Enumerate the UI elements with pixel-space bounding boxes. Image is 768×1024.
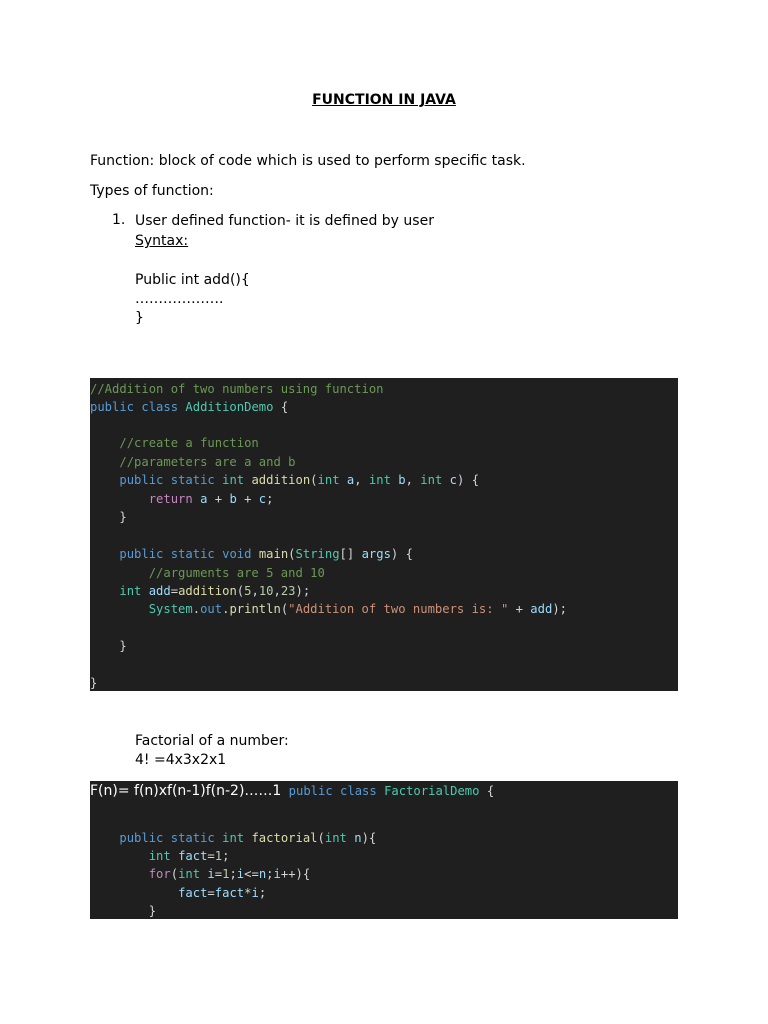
code-block-factorial (90, 781, 678, 919)
code-line: return a + b + c; (148, 492, 274, 506)
code-keyword: static (170, 473, 215, 487)
code-variable: fact (178, 886, 208, 900)
code-comment: //arguments are 5 and 10 (148, 566, 325, 580)
code-punct: } (148, 904, 157, 918)
code-comment: //parameters are a and b (119, 455, 296, 469)
code-variable: a (346, 473, 355, 487)
code-function: println (229, 602, 281, 616)
code-function: factorial (251, 831, 318, 845)
code-variable: add (148, 584, 171, 598)
code-field: out (200, 602, 223, 616)
code-keyword: static (170, 547, 215, 561)
code-type: int (222, 473, 245, 487)
code-type: int (317, 473, 340, 487)
list-number: 1. (112, 212, 126, 228)
code-keyword: for (148, 867, 171, 881)
code-keyword: return (148, 492, 193, 506)
code-line (90, 509, 127, 525)
code-keyword: static (170, 831, 215, 845)
factorial-example: 4! =4x3x2x1 (135, 752, 227, 768)
code-variable: c (449, 473, 457, 487)
code-punct: { (280, 400, 289, 414)
code-variable: args (361, 547, 391, 561)
code-block-addition (90, 378, 678, 691)
types-heading: Types of function: (90, 183, 214, 199)
code-line (90, 454, 295, 470)
code-class-name: FactorialDemo (384, 784, 480, 798)
code-type: System (148, 602, 193, 616)
code-variable: fact (214, 886, 245, 900)
code-variable: b (229, 492, 237, 506)
code-variable: i (251, 886, 259, 900)
code-keyword: void (222, 547, 252, 561)
code-punct: } (119, 639, 127, 653)
definition-text: Function: block of code which is used to perform specific task. (90, 153, 526, 169)
code-number: 23 (280, 584, 296, 598)
code-line: for(int i=1;i<=n;i++){ (148, 867, 311, 881)
code-variable: fact (178, 849, 208, 863)
code-type: String (295, 547, 340, 561)
code-line (90, 565, 325, 581)
code-variable: n (258, 867, 267, 881)
code-type: int (368, 473, 391, 487)
page-title: FUNCTION IN JAVA (312, 92, 456, 108)
code-class-name: AdditionDemo (185, 400, 274, 414)
code-comment: //create a function (119, 436, 259, 450)
code-variable: a (200, 492, 208, 506)
code-line (90, 638, 127, 654)
code-variable: b (398, 473, 406, 487)
code-line: public static void main(String[] args) { (119, 547, 413, 561)
code-punct: { (368, 831, 377, 845)
code-type: int (324, 831, 347, 845)
code-line (90, 675, 97, 691)
factorial-formula: F(n)= f(n)xf(n-1)f(n-2)……1 (90, 783, 282, 799)
code-line (90, 399, 288, 415)
syntax-line-2: ………………. (135, 291, 224, 307)
code-number: 10 (258, 584, 274, 598)
code-function: addition (251, 473, 311, 487)
code-punct: { (486, 784, 495, 798)
code-variable: i (207, 867, 215, 881)
code-string: "Addition of two numbers is: " (288, 602, 509, 616)
factorial-heading: Factorial of a number: (135, 733, 289, 749)
code-variable: i (236, 867, 245, 881)
code-line (90, 903, 156, 919)
code-line: fact=fact*i; (178, 886, 267, 900)
code-keyword: class (340, 784, 377, 798)
code-line (90, 435, 259, 451)
code-comment: //Addition of two numbers using function (90, 382, 384, 396)
code-punct: { (471, 473, 480, 487)
code-function: main (258, 547, 289, 561)
code-keyword: public (90, 400, 135, 414)
list-item-user-defined: User defined function- it is defined by user (135, 213, 434, 229)
code-variable: i (273, 867, 281, 881)
code-line: System.out.println("Addition of two numbers is: " + add); (148, 602, 567, 616)
code-number: 5 (244, 584, 252, 598)
syntax-label: Syntax: (135, 233, 189, 249)
code-type: int (178, 867, 201, 881)
syntax-line-3: } (135, 310, 144, 326)
code-function: addition (178, 584, 237, 598)
code-line: public static int addition(int a, int b, int c) { (119, 473, 480, 487)
code-type: int (119, 584, 142, 598)
code-punct: { (302, 867, 311, 881)
code-number: 1 (214, 849, 223, 863)
code-keyword: public (119, 473, 164, 487)
code-keyword: public (288, 784, 333, 798)
code-variable: add (530, 602, 553, 616)
code-line: public static int factorial(int n){ (119, 831, 377, 845)
code-type: int (420, 473, 443, 487)
code-type: int (222, 831, 245, 845)
code-variable: c (258, 492, 267, 506)
code-type: int (148, 849, 171, 863)
code-keyword: public (119, 831, 164, 845)
syntax-line-1: Public int add(){ (135, 272, 250, 288)
code-keyword: public (119, 547, 164, 561)
code-punct: { (405, 547, 413, 561)
code-line (90, 381, 384, 397)
code-variable: n (354, 831, 362, 845)
code-punct: } (119, 510, 127, 524)
code-line: int fact=1; (148, 849, 230, 863)
code-line (90, 783, 494, 799)
code-number: 1 (222, 867, 230, 881)
code-punct: } (90, 676, 98, 690)
code-line: int add=addition(5,10,23); (119, 584, 311, 598)
code-keyword: class (141, 400, 179, 414)
